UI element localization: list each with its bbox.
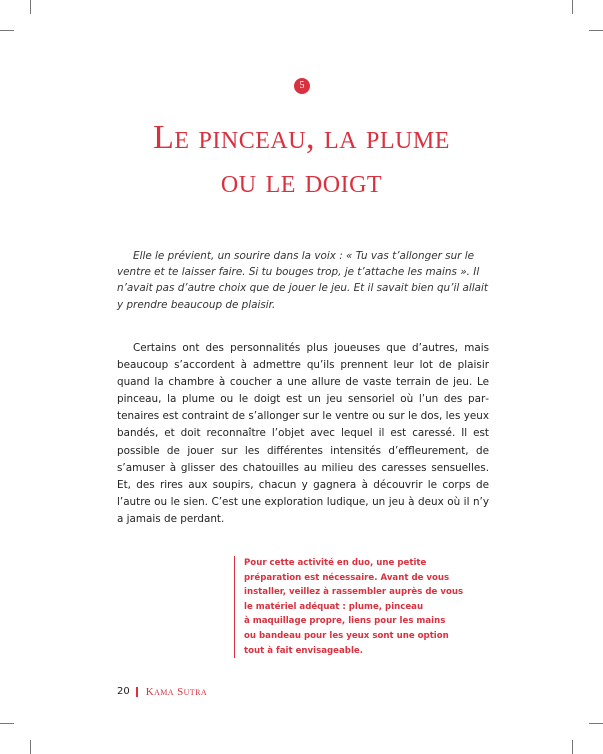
callout-line: ou bandeau pour les yeux sont une option: [244, 630, 449, 641]
footer-separator: [136, 687, 138, 697]
chapter-title-line-2: ou le doigt: [220, 163, 383, 200]
page-footer: [117, 686, 207, 698]
callout-line: Pour cette activité en duo, une petite: [244, 558, 427, 568]
crop-mark: [572, 740, 573, 754]
body-paragraph: Certains ont des personnalités plus joueuses que d’autres, mais beaucoup s’accordent à admettre qu’ils prennent leur lot de plaisir quand la chambre à coucher a une allure de vaste terrain de jeu. Le pinceau, la plume ou le doigt est un jeu sensoriel où l’un des partenaires est contraint de s’allonger sur le ventre ou sur le dos, les yeux bandés, et doit reconnaître l’objet avec lequel il est caressé. Il est possible de jouer sur les différentes intensités d’effleurement, de s’amuser à glisser des chatouilles au milieu des caresses sensuelles. Et, des rires aux soupirs, chacun y gagnera à découvrir le corps de l’autre ou le sien. C’est une exploration ludique, un jeu à deux où il n’y a jamais de perdant.: [117, 342, 489, 525]
crop-mark: [589, 723, 603, 724]
crop-mark: [572, 0, 573, 14]
callout-line: tout à fait envisageable.: [244, 645, 363, 656]
chapter-title-line-1: Le pinceau, la plume: [153, 119, 450, 156]
callout-line: à maquillage propre, liens pour les mains: [244, 616, 446, 627]
chapter-title: [60, 116, 543, 204]
crop-mark: [30, 0, 31, 14]
crop-mark: [589, 30, 603, 31]
crop-mark: [0, 30, 14, 31]
intro-paragraph: Elle le prévient, un sourire dans la voix : « Tu vas t’allonger sur le ventre et te laisser faire. Si tu bouges trop, je t’attache les mains ». Il n’avait pas d’autre choix que de jouer le jeu. Et il savait bien qu’il allait y prendre beaucoup de plaisir.: [117, 250, 488, 311]
callout-line: installer, veillez à rassembler auprès de vous: [244, 587, 464, 598]
callout-box: [234, 556, 479, 658]
chapter-number-badge: 5: [294, 78, 310, 94]
callout-line: préparation est nécessaire. Avant de vous: [244, 572, 450, 583]
crop-mark: [30, 740, 31, 754]
running-title: Kama Sutra: [145, 686, 207, 698]
callout-line: le matériel adéquat : plume, pinceau: [244, 601, 424, 612]
page-number: 20: [117, 686, 130, 697]
crop-mark: [0, 723, 14, 724]
